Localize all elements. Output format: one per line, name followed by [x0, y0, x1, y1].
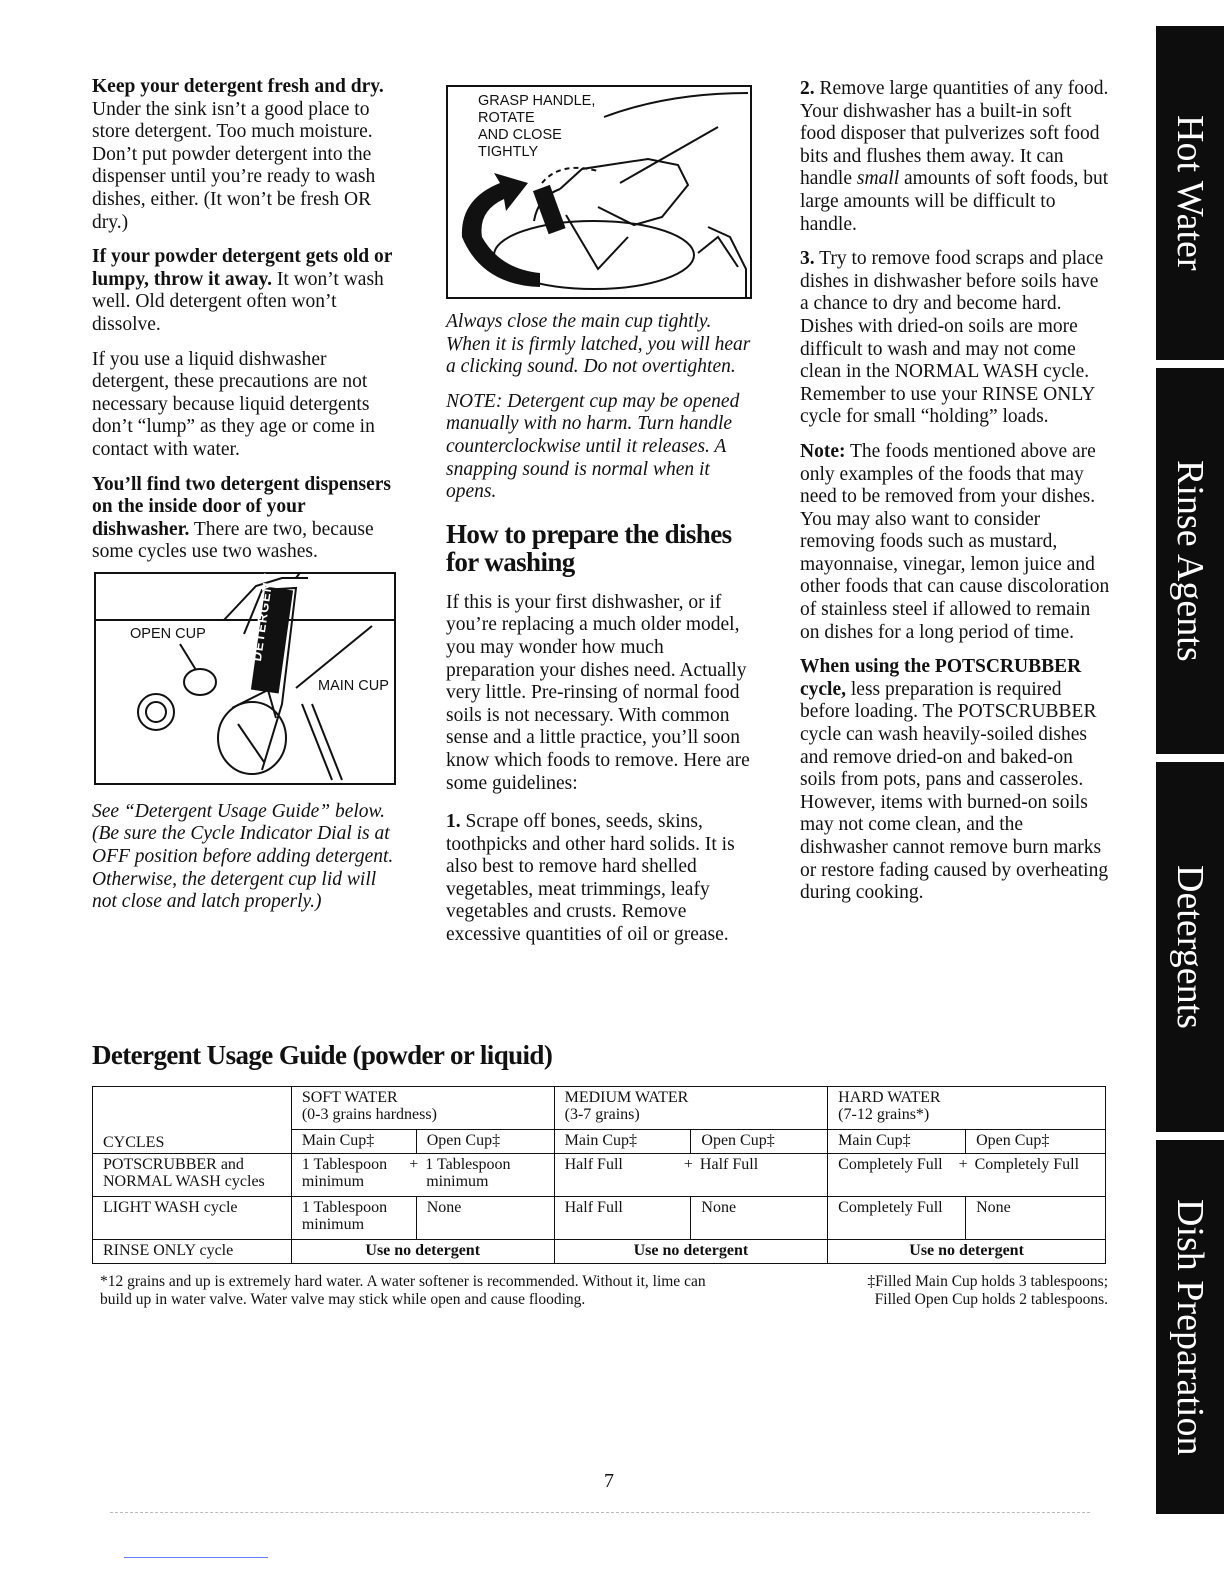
header-hard-water: HARD WATER (7-12 grains*): [828, 1087, 1106, 1130]
subheader-open-cup: Open Cup‡: [691, 1130, 828, 1154]
paragraph-fresh-dry: Keep your detergent fresh and dry. Under the sink isn’t a good place to store detergent. Too much moisture. Don’t put powder detergent into the dispenser until you’re ready to wash dishes, either. (It won’t be fresh OR dry.): [92, 76, 384, 233]
table-cell: Completely Full: [828, 1154, 966, 1197]
table-header-row: [93, 1087, 1106, 1130]
subheader-main-cup: Main Cup‡: [291, 1130, 416, 1154]
table-cell: + Completely Full: [966, 1154, 1106, 1197]
section-tabs: [1156, 26, 1224, 1514]
table-row: [93, 1154, 1106, 1197]
header-cycles: CYCLES: [93, 1087, 292, 1154]
table-cell: None: [691, 1197, 828, 1240]
subheader-main-cup: Main Cup‡: [554, 1130, 691, 1154]
cycle-name: POTSCRUBBER and NORMAL WASH cycles: [93, 1154, 292, 1197]
column-2: [446, 76, 756, 959]
footnote-hard-water: *12 grains and up is extremely hard water. A water softener is recommended. Without it, lime can build up in water valve. Water valve may stick while open and cause flooding.: [100, 1273, 706, 1308]
tab-hot-water[interactable]: Hot Water: [1156, 26, 1224, 360]
paragraph-step-2: 2. Remove large quantities of any food. Your dishwasher has a built-in soft food disposer that pulverizes soft food bits and flushes them away. It can handle small amounts of soft foods, but large amounts will be difficult to handle.: [800, 78, 1109, 235]
table-cell: Use no detergent: [554, 1240, 828, 1264]
table-cell: + 1 Tablespoon minimum: [416, 1154, 554, 1197]
tab-dish-preparation[interactable]: Dish Preparation: [1156, 1140, 1224, 1514]
main-cup-illustration: [446, 85, 752, 299]
page-number: 7: [604, 1470, 614, 1492]
tab-rinse-agents[interactable]: Rinse Agents: [1156, 368, 1224, 754]
label-open-cup: OPEN CUP: [130, 625, 206, 642]
table-cell: Use no detergent: [291, 1240, 554, 1264]
column-3: [800, 78, 1110, 917]
table-row: [93, 1240, 1106, 1264]
table-cell: Half Full: [554, 1154, 691, 1197]
tab-detergents[interactable]: Detergents: [1156, 762, 1224, 1132]
paragraph-step-3: 3. Try to remove food scraps and place dishes in dishwasher before soils have a chance to dry and become hard. Dishes with dried-on soils are more difficult to wash and may not come clean in the NORMAL WASH cycle. Remember to use your RINSE ONLY cycle for small “holding” loads.: [800, 248, 1104, 428]
table-cell: Half Full: [554, 1197, 691, 1240]
paragraph-potscrubber: When using the POTSCRUBBER cycle, less preparation is required before loading. The POTSCRUBBER cycle can wash heavily-soiled dishes and remove dried-on and baked-on soils from pots, pans and casseroles. However, items with burned-on soils may not come clean, and the dishwasher cannot remove burn marks or restore fading caused by overheating during cooking.: [800, 656, 1109, 904]
scan-artifact-line: [110, 1512, 1090, 1513]
table-cell: 1 Tablespoon minimum: [291, 1154, 416, 1197]
label-tightly: TIGHTLY: [478, 144, 539, 160]
header-medium-water: MEDIUM WATER (3-7 grains): [554, 1087, 828, 1130]
caption-close-tightly: Always close the main cup tightly. When it is firmly latched, you will hear a clicking sound. Do not overtighten.: [446, 311, 751, 378]
cycle-name: RINSE ONLY cycle: [93, 1240, 292, 1264]
label-detergent: DETERGENT: [248, 571, 277, 663]
plus-sign: +: [958, 1156, 968, 1173]
guide-title: Detergent Usage Guide (powder or liquid): [92, 1040, 553, 1070]
table-cell: 1 Tablespoon minimum: [291, 1197, 416, 1240]
label-and-close: AND CLOSE: [478, 127, 562, 143]
paragraph-two-dispensers: You’ll find two detergent dispensers on the inside door of your dishwasher. There are two, because some cycles use two washes.: [92, 473, 392, 563]
column-1: [92, 76, 402, 926]
table-cell: None: [966, 1197, 1106, 1240]
label-rotate: ROTATE: [478, 110, 535, 126]
label-grasp-handle: GRASP HANDLE,: [478, 93, 596, 109]
caption-usage-guide: See “Detergent Usage Guide” below. (Be sure the Cycle Indicator Dial is at OFF position before adding detergent. Otherwise, the detergent cup lid will not close and latch properly.): [92, 800, 394, 913]
cycle-name: LIGHT WASH cycle: [93, 1197, 292, 1240]
paragraph-liquid: If you use a liquid dishwasher detergent, these precautions are not necessary because liquid detergents don’t “lump” as they age or come in contact with water.: [92, 348, 375, 460]
detergent-usage-table: [92, 1086, 1106, 1264]
table-cell: None: [416, 1197, 554, 1240]
subheader-open-cup: Open Cup‡: [416, 1130, 554, 1154]
paragraph-first-dishwasher: If this is your first dishwasher, or if you’re replacing a much older model, you may wonder how much preparation your dishes need. Actually very little. Pre-rinsing of normal food soils is not necessary. With common sense and a little practice, you’ll soon know which foods to remove. Here are some guidelines:: [446, 591, 750, 794]
table-row: [93, 1197, 1106, 1240]
footnote-cup-capacity: ‡Filled Main Cup holds 3 tablespoons; Filled Open Cup holds 2 tablespoons.: [867, 1273, 1108, 1308]
section-heading-prepare: How to prepare the dishes for washing: [446, 518, 732, 577]
table-cell: Completely Full: [828, 1197, 966, 1240]
table-cell: + Half Full: [691, 1154, 828, 1197]
plus-sign: +: [409, 1156, 419, 1173]
scan-artifact-underline: [124, 1557, 268, 1558]
table-cell: Use no detergent: [828, 1240, 1106, 1264]
paragraph-old-lumpy: If your powder detergent gets old or lumpy, throw it away. It won’t wash well. Old detergent often won’t dissolve.: [92, 246, 393, 335]
subheader-open-cup: Open Cup‡: [966, 1130, 1106, 1154]
paragraph-step-1: 1. Scrape off bones, seeds, skins, toothpicks and other hard solids. It is also best to remove hard shelled vegetables, meat trimmings, leafy vegetables and crusts. Remove excessive quantities of oil or grease.: [446, 811, 735, 946]
header-soft-water: SOFT WATER (0-3 grains hardness): [291, 1087, 554, 1130]
label-main-cup: MAIN CUP: [318, 677, 389, 694]
paragraph-note-foods: Note: The foods mentioned above are only examples of the foods that may need to be removed from your dishes. You may also want to consider removing foods such as mustard, mayonnaise, vinegar, lemon juice and other foods that can cause discoloration of stainless steel if allowed to remain on dishes for a long period of time.: [800, 440, 1110, 643]
caption-note-open: NOTE: Detergent cup may be opened manually with no harm. Turn handle counterclockwise until it releases. A snapping sound is normal when it opens.: [446, 390, 740, 503]
plus-sign: +: [683, 1156, 693, 1173]
subheader-main-cup: Main Cup‡: [828, 1130, 966, 1154]
dispenser-illustration: [94, 572, 396, 785]
